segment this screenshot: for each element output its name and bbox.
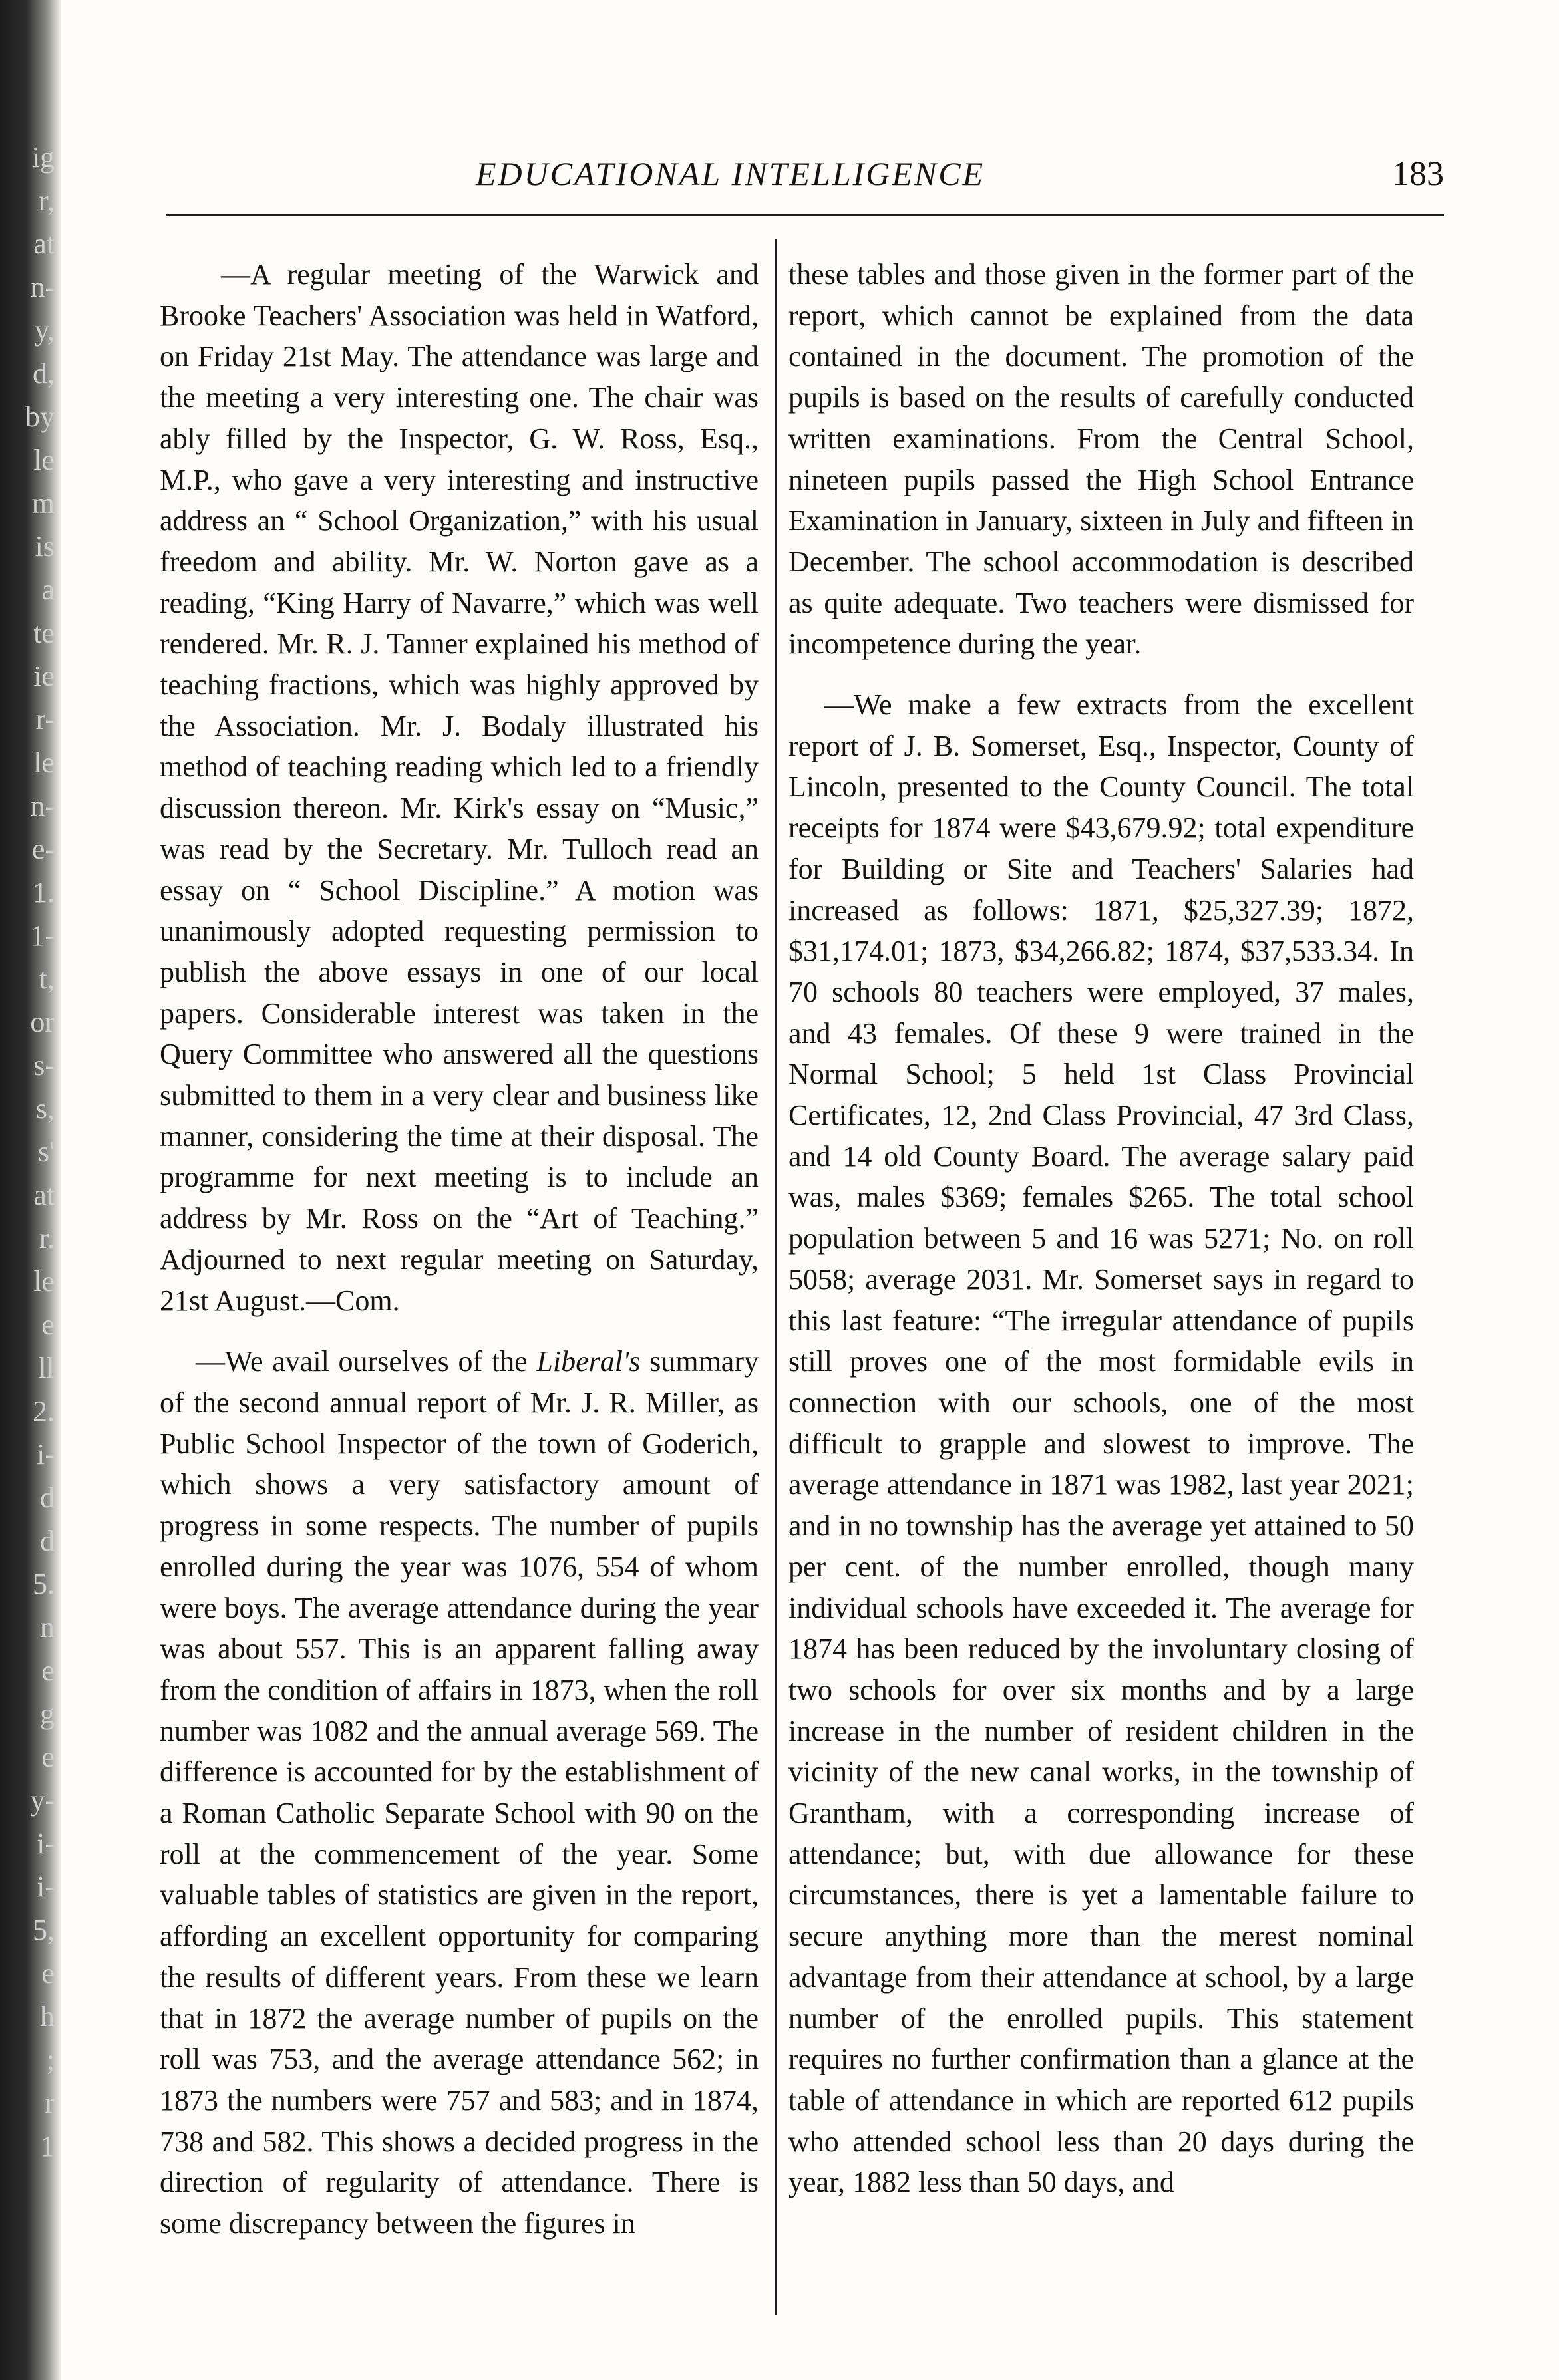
facing-page-fragment: r — [45, 2087, 55, 2119]
facing-page-fragment: ll — [38, 1352, 55, 1384]
facing-page-fragment: e- — [31, 833, 55, 865]
facing-page-fragment: e — [41, 1957, 55, 1990]
facing-page-fragment: a — [41, 573, 55, 606]
facing-page-fragment: m — [31, 487, 55, 520]
facing-page-fragment: at — [33, 227, 55, 260]
facing-page-fragment: d — [40, 1481, 55, 1514]
column-divider — [775, 239, 777, 2315]
facing-page-fragment: te — [33, 617, 55, 649]
facing-page-fragment: 1. — [33, 876, 55, 909]
page-number: 183 — [1392, 155, 1444, 193]
facing-page-fragment: h — [40, 2000, 55, 2033]
facing-page-fragment: ; — [46, 2043, 55, 2076]
facing-page-fragment: s- — [33, 1049, 55, 1082]
facing-page-fragment: g — [40, 1698, 55, 1730]
facing-page-fragment: n- — [30, 790, 55, 822]
facing-page-fragment: 5. — [33, 1568, 55, 1600]
right-column — [788, 254, 1414, 2203]
facing-page-fragment: r- — [35, 703, 55, 736]
facing-page-fragment: i- — [37, 1870, 55, 1903]
facing-page-fragment: ig — [31, 141, 55, 174]
facing-page-fragment: d — [40, 1525, 55, 1557]
facing-page-fragment: r. — [39, 1222, 55, 1255]
goderich-intro: —We avail ourselves of the — [196, 1345, 537, 1378]
goderich-body: summary of the second annual report of Mr. J. R. Miller, as Public School Inspector of the town of Goderich, which shows a very satisfactory amount of progress in some respects. The number of pupils enrolled during the year was 1076, 554 of whom were boys. The average attendance during the year was about 557. This is an apparent falling away from the condition of affairs in 1873, when the roll number was 1082 and the annual average 569. The difference is accounted for by the establishment of a Roman Catholic Separate School with 90 on the roll at the commencement of the year. Some valuable tables of statistics are given in the report, affording an excellent opportunity for comparing the results of different years. From these we learn that in 1872 the average number of pupils on the roll was 753, and the average attendance 562; in 1873 the numbers were 757 and 583; and in 1874, 738 and 582. This shows a decided progress in the direction of regularity of attendance. There is some discrepancy between the figures in — [160, 1345, 759, 2240]
paragraph-lincoln-county-report: —We make a few extracts from the excellent report of J. B. Somerset, Esq., Inspector, County of Lincoln, presented to the County Council. The total receipts for 1874 were $43,679.92; total expenditure for Building or Site and Teachers' Salaries had increased as follows: 1871, $25,327.39; 1872, $31,174.01; 1873, $34,266.82; 1874, $37,533.34. In 70 schools 80 teachers were employed, 37 males, and 43 females. Of these 9 were trained in the Normal School; 5 held 1st Class Provincial Certificates, 12, 2nd Class Provincial, 47 3rd Class, and 14 old County Board. The average salary paid was, males $369; females $265. The total school population between 5 and 16 was 5271; No. on roll 5058; average 2031. Mr. Somerset says in regard to this last feature: “The irregular attendance of pupils still proves one of the most formidable evils in connection with our schools, one of the most difficult to grapple and slowest to improve. The average attendance in 1871 was 1982, last year 2021; and in no township has the average yet attained to 50 per cent. of the number enrolled, though many individual schools have exceeded it. The average for 1874 has been reduced by the involuntary closing of two schools for over six months and by a large increase in the number of resident children in the vicinity of the new canal works, in the township of Grantham, with a corresponding increase of attendance; but, with due allowance for these circumstances, there is yet a lamentable failure to secure anything more than the merest nominal advantage from their attendance at school, by a large number of the enrolled pupils. This statement requires no further confirmation than a glance at the table of attendance in which are reported 612 pupils who attended school less than 20 days during the year, 1882 less than 50 days, and — [788, 688, 1414, 2199]
facing-page-fragment: at — [33, 1179, 55, 1211]
header-rule — [166, 214, 1444, 216]
paragraph-warwick-brooke-meeting: —A regular meeting of the Warwick and Brooke Teachers' Association was held in Watford, on Friday 21st May. The attendance was large and the meeting a very interesting one. The chair was ably filled by the Inspector, G. W. Ross, Esq., M.P., who gave a very interesting and instructive address an “ School Organization,” with his usual freedom and ability. Mr. W. Norton gave as a reading, “King Harry of Navarre,” which was well rendered. Mr. R. J. Tanner explained his method of teaching fractions, which was highly approved by the Association. Mr. J. Bodaly illustrated his method of teaching reading which led to a friendly discussion thereon. Mr. Kirk's essay on “Music,” was read by the Secretary. Mr. Tulloch read an essay on “ School Discipline.” A motion was unanimously adopted requesting permission to publish the above essays in one of our local papers. Considerable interest was taken in the Query Committee who answered all the questions submitted to them in a very clear and business like manner, considering the time at their disposal. The programme for next meeting is to include an address by Mr. Ross on the “Art of Teaching.” Adjourned to next regular meeting on Saturday, 21st August.—Com. — [160, 258, 759, 1317]
facing-page-fragment: y, — [34, 314, 55, 347]
facing-page-fragment: y- — [30, 1784, 55, 1817]
facing-page-fragment: le — [33, 444, 55, 476]
facing-page-fragment: s, — [35, 1092, 55, 1125]
facing-page-fragment: r, — [39, 184, 55, 217]
paragraph-goderich-report-continued: these tables and those given in the former part of the report, which cannot be explained from the data contained in the document. The promotion of the pupils is based on the results of carefully conducted written examinations. From the Central School, nineteen pupils passed the High School Entrance Examination in January, sixteen in July and fifteen in December. The school accommodation is described as quite adequate. Two teachers were dismissed for incompetence during the year. — [788, 258, 1414, 661]
facing-page-fragment: 2. — [33, 1395, 55, 1427]
facing-page-fragment: ie — [33, 660, 55, 692]
facing-page-fragment: e — [41, 1308, 55, 1341]
facing-page-fragment: e — [41, 1741, 55, 1773]
facing-page-fragment: is — [35, 530, 55, 563]
facing-page-fragment: t, — [39, 963, 55, 995]
paragraph-goderich-report — [160, 1341, 759, 2244]
facing-page-fragment: or — [30, 1006, 55, 1038]
left-column — [160, 254, 759, 2244]
facing-page-fragment: i- — [37, 1438, 55, 1471]
facing-page-fragment: e — [41, 1654, 55, 1687]
page-header — [166, 154, 1444, 201]
facing-page-fragment: 1 — [40, 2130, 55, 2162]
facing-page-fragment: le — [33, 1265, 55, 1298]
running-head: EDUCATIONAL INTELLIGENCE — [476, 155, 985, 192]
facing-page-fragment: n- — [30, 271, 55, 303]
facing-page-fragment: 1- — [30, 919, 55, 952]
facing-page-margin — [0, 0, 61, 2380]
facing-page-fragment: 5, — [33, 1914, 55, 1946]
newspaper-title-liberal: Liberal's — [536, 1345, 641, 1378]
facing-page-fragment: by — [25, 400, 55, 433]
facing-page-fragment: s' — [37, 1135, 55, 1168]
facing-page-fragment: n — [40, 1611, 55, 1644]
facing-page-fragment: d, — [33, 357, 55, 390]
facing-page-fragment: i- — [37, 1827, 55, 1860]
facing-page-fragment: le — [33, 746, 55, 779]
